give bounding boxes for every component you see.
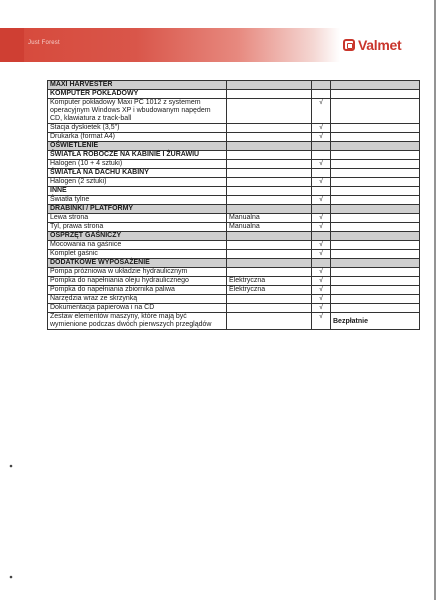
scan-dot — [10, 576, 13, 579]
item-text: Stacja dyskietek (3,5") — [50, 124, 120, 131]
item-text: Mocowania na gaśnice — [50, 241, 122, 248]
check-mark: √ — [319, 214, 323, 221]
item-text: OŚWIETLENIE — [50, 142, 99, 149]
item-text: INNE — [50, 187, 67, 194]
brand-name: Valmet — [358, 37, 402, 53]
check-mark: √ — [319, 241, 323, 248]
check-mark: √ — [319, 277, 323, 284]
type-text: Elektryczna — [229, 286, 266, 293]
note-text: Bezpłatnie — [333, 318, 369, 325]
item-text: ŚWIATŁA ROBOCZE NA KABINIE I ŻURAWIU — [50, 151, 200, 158]
item-text: MAXI HARVESTER — [50, 81, 113, 88]
item-text: Lewa strona — [50, 214, 89, 221]
item-text: Pompka do napełniania zbiornika paliwa — [50, 286, 175, 293]
check-mark: √ — [319, 313, 323, 320]
check-mark: √ — [319, 295, 323, 302]
item-text: Halogen (2 sztuki) — [50, 178, 107, 185]
item-text: OSPRZĘT GAŚNICZY — [50, 232, 122, 239]
tagline: Just Forest — [28, 40, 60, 46]
check-mark: √ — [319, 250, 323, 257]
item-text: Halogen (10 + 4 sztuki) — [50, 160, 123, 167]
item-text: Pompka do napełniania oleju hydraulicznego — [50, 277, 189, 284]
check-mark: √ — [319, 178, 323, 185]
check-mark: √ — [319, 133, 323, 140]
check-mark: √ — [319, 304, 323, 311]
check-mark: √ — [319, 268, 323, 275]
item-text: Tyl, prawa strona — [50, 223, 104, 230]
scan-dot — [10, 465, 13, 468]
item-text: Komplet gaśnic — [50, 250, 98, 257]
check-mark: √ — [319, 223, 323, 230]
item-text: Zestaw elementów maszyny, które mają być wymienione podczas dwóch pierwszych przeglądów — [50, 313, 212, 328]
check-mark: √ — [319, 196, 323, 203]
item-text: Narzędzia wraz ze skrzynką — [50, 295, 138, 302]
item-text: Komputer pokładowy Maxi PC 1012 z systemem operacyjnym Windows XP i wbudowanym napędem CD, klawiatura z track-ball — [50, 99, 211, 122]
item-text: Dokumentacja papierowa i na CD — [50, 304, 155, 311]
type-text: Manualna — [229, 214, 260, 221]
item-text: Pompa próżniowa w układzie hydraulicznym — [50, 268, 188, 275]
item-text: Drukarka (format A4) — [50, 133, 115, 140]
check-mark: √ — [319, 286, 323, 293]
item-text: KOMPUTER POKŁADOWY — [50, 90, 139, 97]
item-text: ŚWIATŁA NA DACHU KABINY — [50, 169, 149, 176]
check-mark: √ — [319, 160, 323, 167]
type-text: Manualna — [229, 223, 260, 230]
item-text: DRABINKI / PLATFORMY — [50, 205, 134, 212]
item-text: Światła tylne — [50, 196, 90, 203]
item-text: DODATKOWE WYPOSAŻENIE — [50, 259, 150, 266]
check-mark: √ — [319, 99, 323, 106]
type-text: Elektryczna — [229, 277, 266, 284]
check-mark: √ — [319, 124, 323, 131]
